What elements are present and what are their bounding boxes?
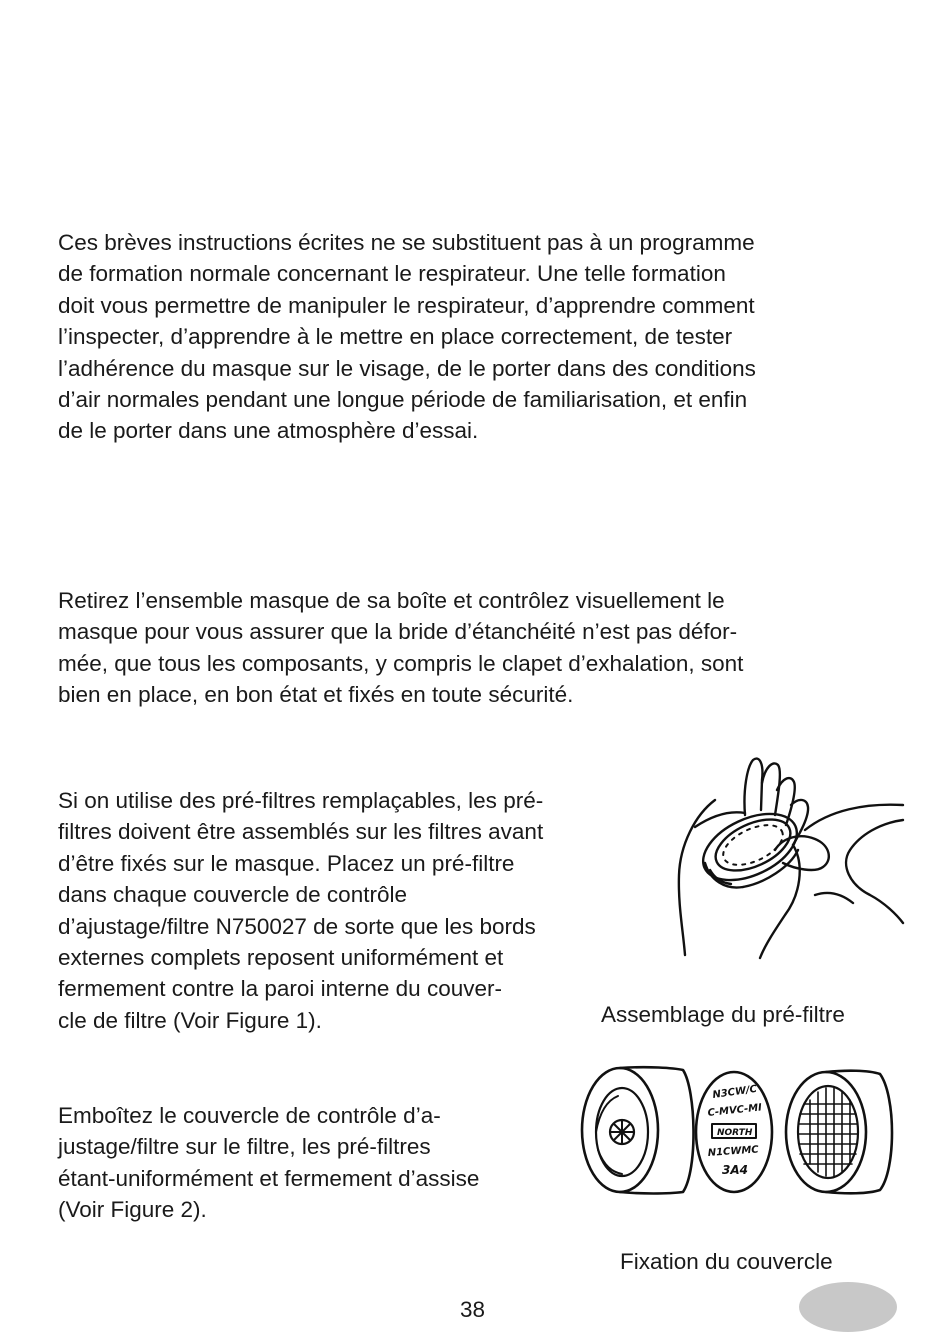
page-tab-marker	[799, 1282, 897, 1332]
intro-paragraph: Ces brèves instructions écrites ne se substituent pas à un programme de formation normale concernant le respirateur. Une telle formation doit vous permettre de manipuler le respirateur, d’apprendre comment l’inspecter, d’apprendre à le mettre en place correctement, de tester l’adhérence du masque sur le visage, de le porter dans des conditions d’air normales pendant une longue période de familiarisation, et enfin de le porter dans une atmosphère d’essai.	[58, 230, 756, 444]
figure1-caption: Assemblage du pré-filtre	[601, 1002, 845, 1027]
filter-label-code-4: 3A4	[722, 1163, 748, 1177]
filter-grid	[799, 1088, 857, 1176]
prefilter-assembly-illustration	[665, 755, 905, 960]
figure2-caption: Fixation du couvercle	[620, 1249, 833, 1274]
cover-paragraph: Emboîtez le couvercle de contrôle d’a- justage/filtre sur le filtre, les pré-filtres étant-uniformément et fermement d’assise (Voir Figure 2).	[58, 1103, 480, 1223]
prefilter-paragraph: Si on utilise des pré-filtres remplaçables, les pré- filtres doivent être assemblés sur les filtres avant d’être fixés sur le masque. Placez un pré-filtre dans chaque couvercle de contrôle d’ajustage/filtre N750027 de sorte que les bords externes complets reposent uniformément et fermement contre la paroi interne du couver- cle de filtre (Voir Figure 1).	[58, 788, 544, 1033]
filter-label-code-3: N1CWMC	[707, 1144, 760, 1159]
filter-label-code-2: C-MVC-MI	[707, 1102, 763, 1119]
filter-label-code-1: N3CW/C	[711, 1083, 758, 1101]
inspection-paragraph: Retirez l’ensemble masque de sa boîte et contrôlez visuellement le masque pour vous assurer que la bride d’étanchéité n’est pas défor- mée, que tous les composants, y compris le clapet d’exhalation, sont bien en place, en bon état et fixés en toute sécurité.	[58, 588, 744, 708]
cover-fixation-illustration	[578, 1060, 898, 1202]
page-number: 38	[460, 1297, 486, 1322]
filter-brand-label: NORTH	[717, 1128, 753, 1138]
